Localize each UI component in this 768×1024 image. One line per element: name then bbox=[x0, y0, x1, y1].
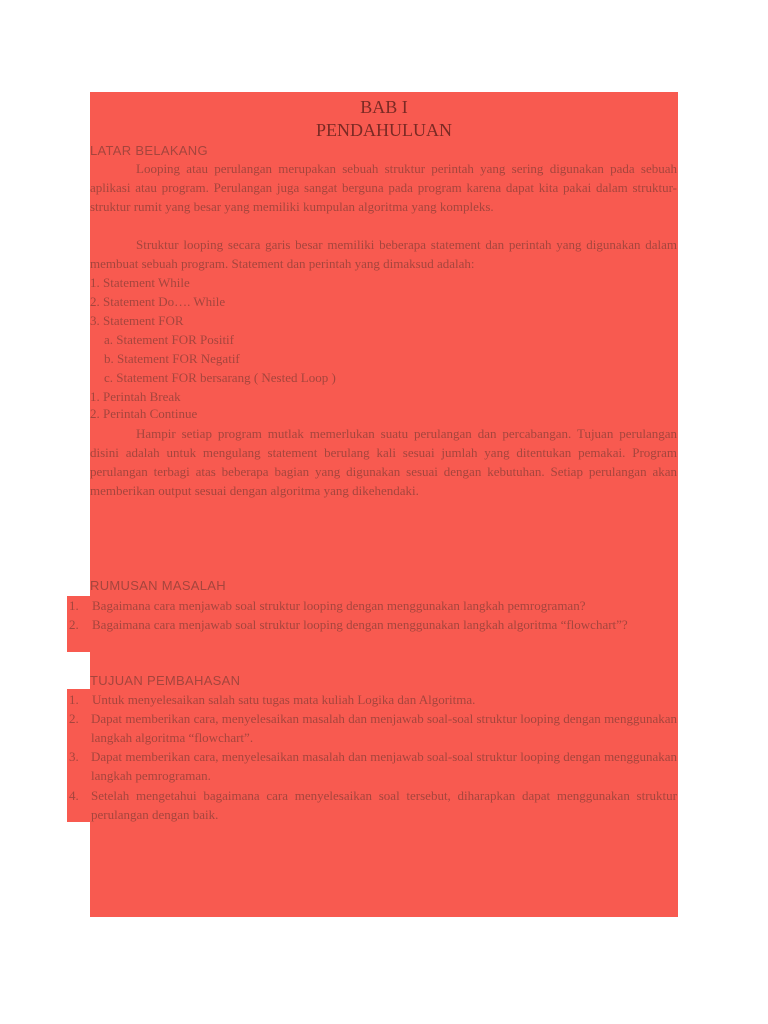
tujuan-item-3: Dapat memberikan cara, menyelesaikan masalah dan menjawab soal-soal struktur looping dengan menggunakan langkah pemrograman. bbox=[91, 749, 677, 783]
tujuan-item-1: Untuk menyelesaikan salah satu tugas mata kuliah Logika dan Algoritma. bbox=[92, 692, 476, 707]
latar-paragraph-3: Hampir setiap program mutlak memerlukan suatu perulangan dan percabangan. Tujuan perulangan disini adalah untuk mengulang statement berulang kali sesuai jumlah yang ditentukan pemakai. Program perulangan terbagi atas beberapa bagian yang digunakan sesuai dengan kebutuhan. Setiap perulangan akan memberikan output sesuai dengan algoritma yang dikehendaki. bbox=[90, 426, 677, 498]
list-item: 1. Statement While bbox=[90, 275, 190, 290]
list-item: a. Statement FOR Positif bbox=[104, 332, 234, 347]
list-item: b. Statement FOR Negatif bbox=[104, 351, 240, 366]
tujuan-item-4: Setelah mengetahui bagaimana cara menyelesaikan soal tersebut, diharapkan dapat menggunakan struktur perulangan dengan baik. bbox=[91, 788, 677, 822]
list-number: 2. bbox=[69, 711, 79, 726]
latar-belakang-title: LATAR BELAKANG bbox=[90, 143, 208, 158]
latar-paragraph-2: Struktur looping secara garis besar memiliki beberapa statement dan perintah yang digunakan dalam membuat sebuah program. Statement dan perintah yang dimaksud adalah: bbox=[90, 237, 677, 271]
rumusan-masalah-title: RUMUSAN MASALAH bbox=[90, 578, 226, 593]
list-item: 3. Statement FOR bbox=[90, 313, 184, 328]
list-number: 4. bbox=[69, 788, 79, 803]
tujuan-pembahasan-title: TUJUAN PEMBAHASAN bbox=[90, 673, 241, 688]
list-item: 2. Perintah Continue bbox=[90, 406, 198, 421]
tujuan-item-2: Dapat memberikan cara, menyelesaikan masalah dan menjawab soal-soal struktur looping dengan menggunakan langkah algoritma “flowchart”. bbox=[91, 711, 677, 745]
list-number: 1. bbox=[69, 598, 79, 613]
rumusan-item-2: Bagaimana cara menjawab soal struktur looping dengan menggunakan langkah algoritma “flowchart”? bbox=[92, 617, 628, 632]
list-number: 3. bbox=[69, 749, 79, 764]
list-item: 1. Perintah Break bbox=[90, 389, 181, 404]
list-number: 2. bbox=[69, 617, 79, 632]
list-item: 2. Statement Do…. While bbox=[90, 294, 226, 309]
latar-paragraph-1: Looping atau perulangan merupakan sebuah struktur perintah yang sering digunakan pada sebuah aplikasi atau program. Perulangan juga sangat berguna pada program karena dapat kita pakai dalam struktur-struktur rumit yang besar yang memiliki kumpulan algoritma yang kompleks. bbox=[90, 161, 677, 214]
chapter-title: PENDAHULUAN bbox=[316, 120, 452, 140]
rumusan-item-1: Bagaimana cara menjawab soal struktur looping dengan menggunakan langkah pemrograman? bbox=[92, 598, 586, 613]
list-item: c. Statement FOR bersarang ( Nested Loop ) bbox=[104, 370, 336, 385]
list-number: 1. bbox=[69, 692, 79, 707]
chapter-heading: BAB I bbox=[360, 97, 408, 117]
